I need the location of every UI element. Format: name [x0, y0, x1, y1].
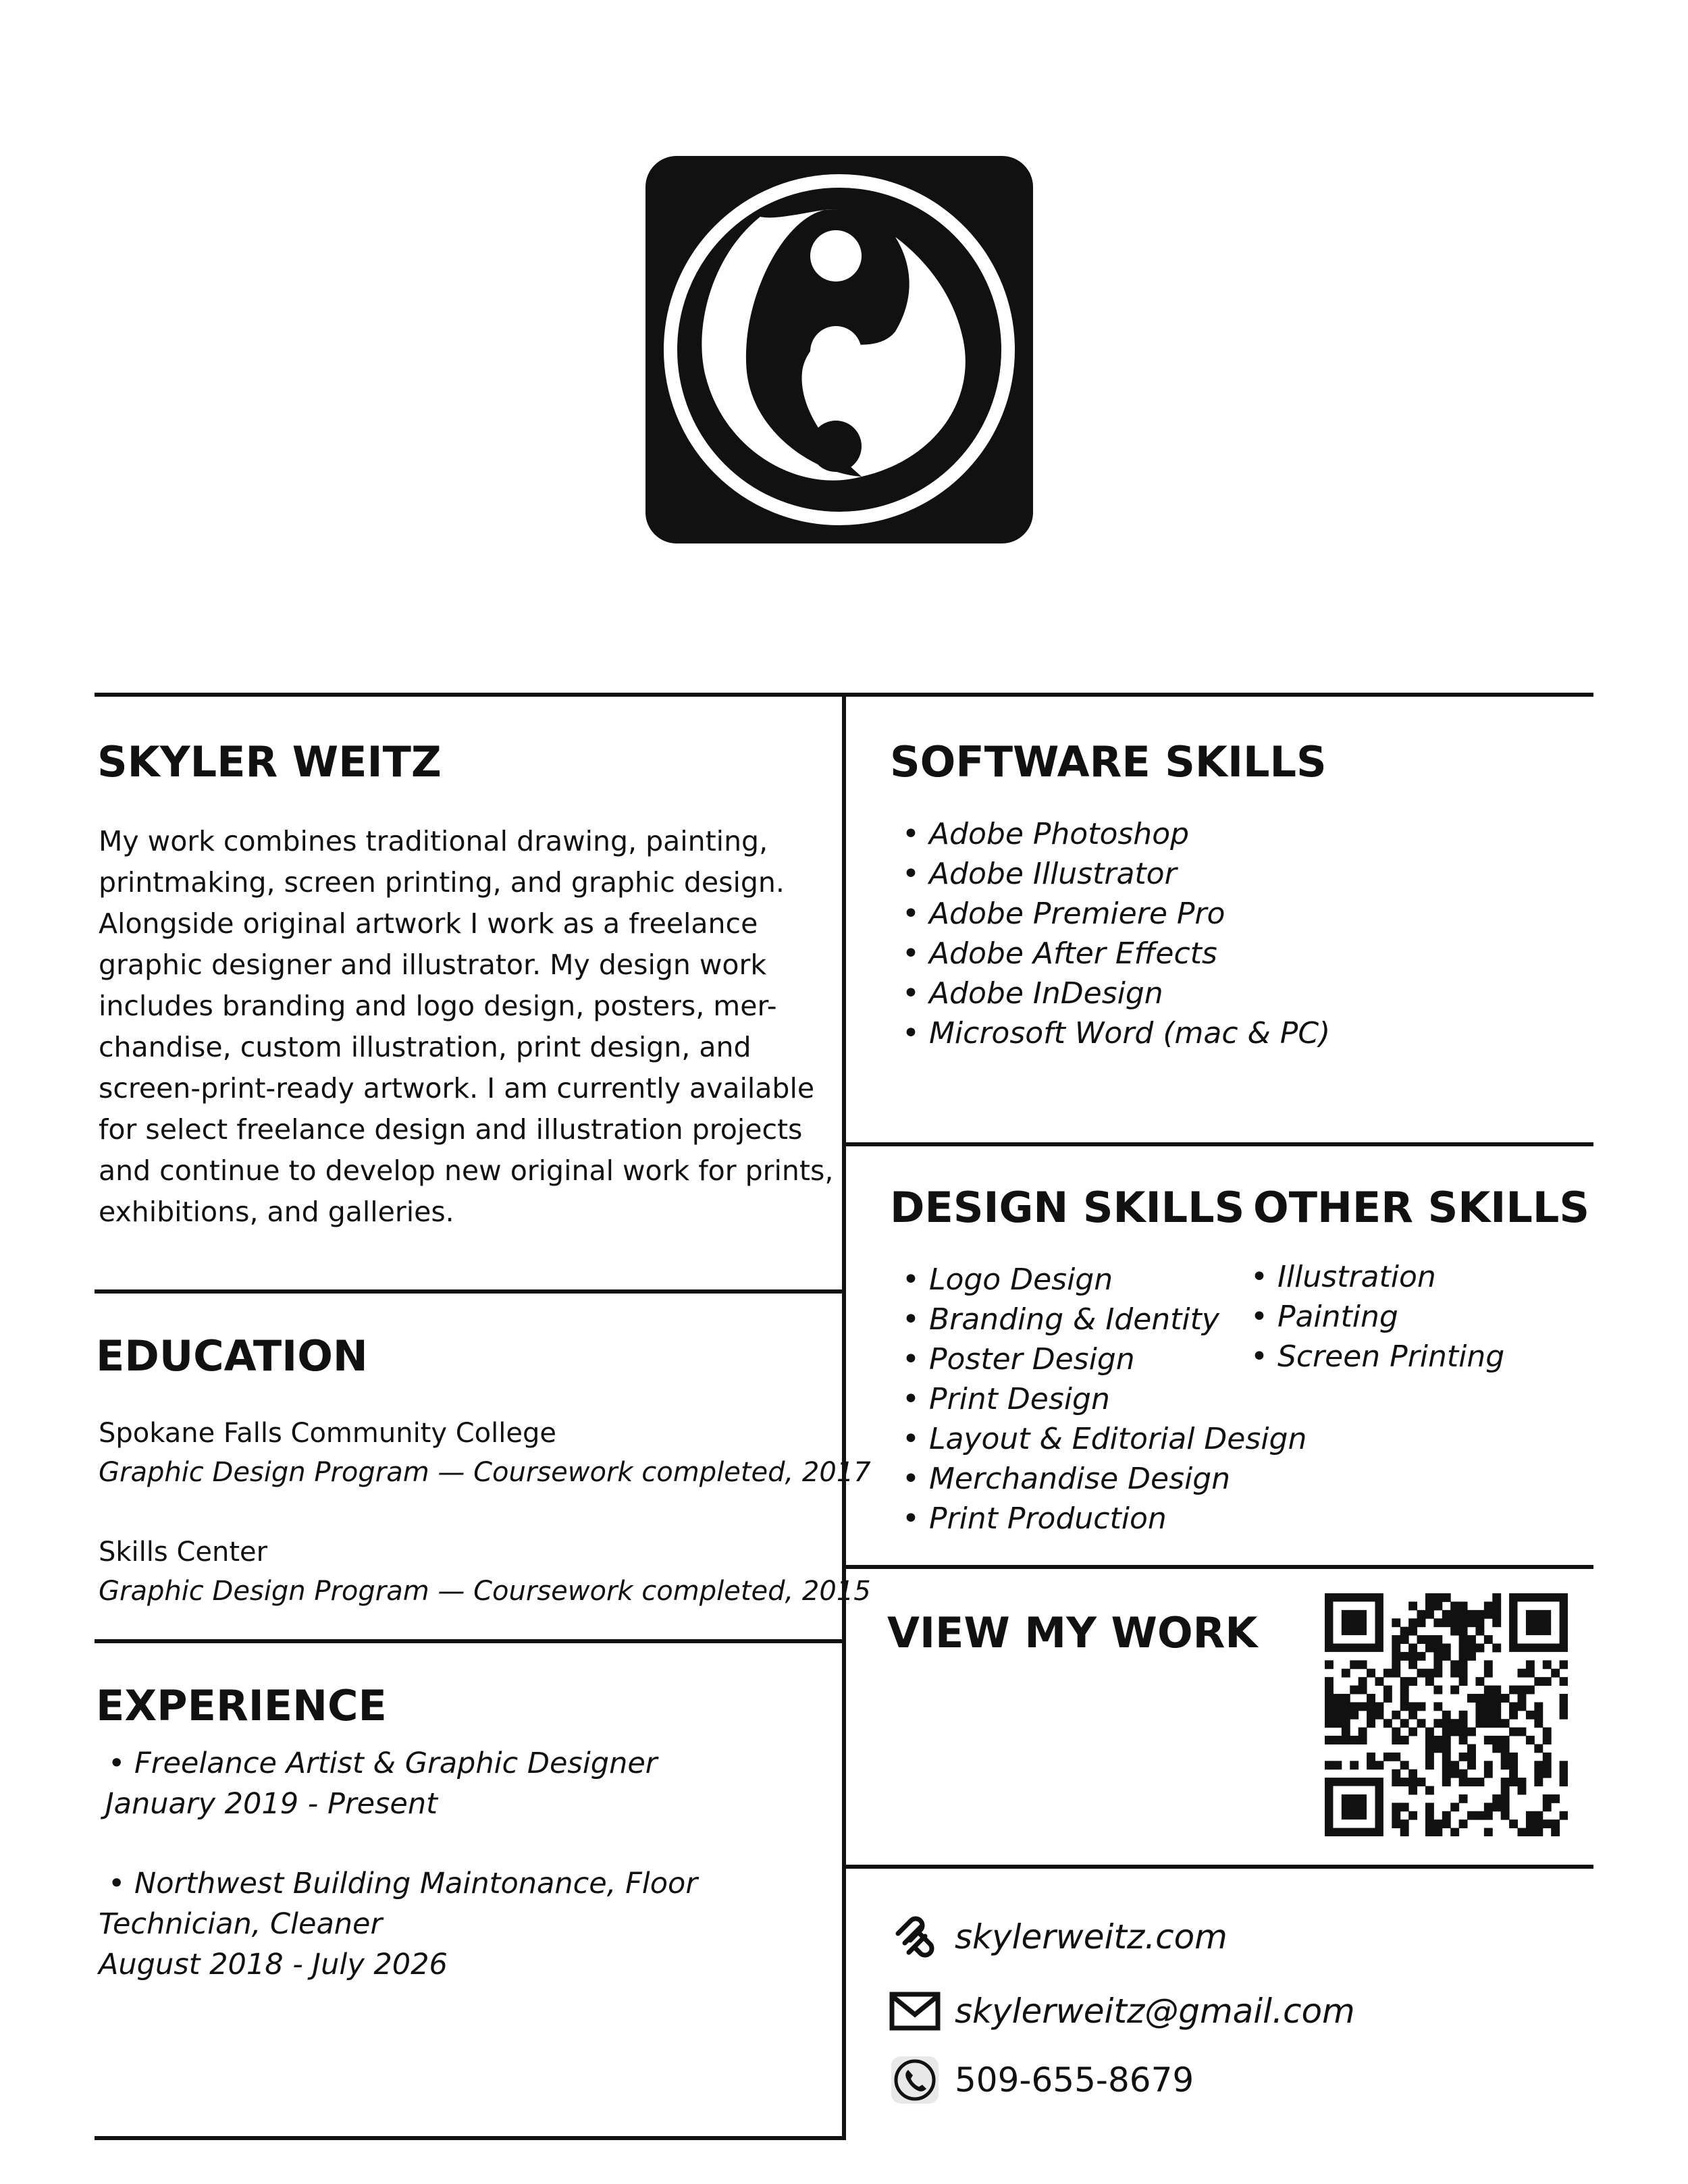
website-link[interactable]: [889, 1911, 1228, 1963]
view-work-heading: VIEW MY WORK: [887, 1608, 1258, 1657]
phone-text: 509-655-8679: [955, 2060, 1194, 2100]
list-item: • Adobe Premiere Pro: [902, 897, 1225, 931]
other-skills-heading: OTHER SKILLS: [1253, 1183, 1589, 1232]
list-item: • Logo Design: [902, 1262, 1113, 1297]
mail-icon: [889, 1985, 941, 2037]
list-item: • Adobe Illustrator: [902, 857, 1177, 891]
education-heading: EDUCATION: [96, 1331, 368, 1381]
logo-mark: [645, 156, 1033, 543]
list-item: • Microsoft Word (mac & PC): [902, 1016, 1331, 1050]
divider-left-education: [95, 1289, 842, 1294]
software-skills-list: [902, 814, 1330, 1053]
email-text: skylerweitz@gmail.com: [955, 1992, 1355, 2031]
experience-title: • Freelance Artist & Graphic Designer: [108, 1747, 658, 1780]
design-skills-heading: DESIGN SKILLS: [890, 1183, 1245, 1232]
divider-left-bottom: [95, 2136, 846, 2140]
software-skills-heading: SOFTWARE SKILLS: [890, 737, 1327, 787]
phone-link[interactable]: [889, 2054, 1194, 2106]
qr-code[interactable]: [1325, 1593, 1568, 1836]
divider-left-experience: [95, 1639, 842, 1643]
experience-title-cont: Technician, Cleaner: [99, 1907, 383, 1941]
list-item: • Layout & Editorial Design: [902, 1422, 1307, 1456]
divider-right-viewwork: [846, 1565, 1593, 1569]
design-skills-list: [902, 1260, 1307, 1539]
website-text: skylerweitz.com: [955, 1917, 1228, 1956]
list-item: • Painting: [1250, 1300, 1398, 1334]
experience-dates: January 2019 - Present: [105, 1787, 438, 1821]
education-detail: Graphic Design Program — Coursework completed, 2015: [99, 1576, 871, 1607]
list-item: • Print Design: [902, 1382, 1110, 1416]
name-heading: SKYLER WEITZ: [97, 737, 442, 787]
divider-right-design: [846, 1142, 1593, 1146]
experience-dates: August 2018 - July 2026: [99, 1948, 448, 1981]
education-detail: Graphic Design Program — Coursework completed, 2017: [99, 1457, 871, 1488]
list-item: • Branding & Identity: [902, 1302, 1219, 1337]
list-item: • Adobe InDesign: [902, 976, 1163, 1011]
list-item: • Screen Printing: [1250, 1339, 1505, 1374]
email-link[interactable]: [889, 1985, 1355, 2037]
list-item: • Adobe After Effects: [902, 936, 1217, 971]
other-skills-list: [1250, 1257, 1504, 1377]
divider-center: [842, 693, 846, 2140]
bio-text: My work combines traditional drawing, painting, printmaking, screen printing, and graphic design. Alongside original artwork I work as a freelance graphic designer and illustrator. My design work includes branding and logo design, posters, mer-chandise, custom illustration, print design, and screen-print-ready artwork. I am currently available for select freelance design and illustration projects and continue to develop new original work for prints, exhibitions, and galleries.: [99, 825, 834, 1228]
list-item: • Merchandise Design: [902, 1462, 1231, 1496]
squarespace-icon: [889, 1911, 941, 1963]
divider-right-contact: [846, 1865, 1593, 1869]
education-school: Skills Center: [99, 1537, 268, 1568]
list-item: • Poster Design: [902, 1342, 1135, 1377]
experience-title: • Northwest Building Maintonance, Floor: [108, 1867, 698, 1900]
list-item: • Print Production: [902, 1501, 1167, 1536]
education-school: Spokane Falls Community College: [99, 1418, 556, 1449]
phone-icon: [889, 2054, 941, 2106]
list-item: • Adobe Photoshop: [902, 817, 1190, 851]
experience-heading: EXPERIENCE: [96, 1681, 387, 1730]
list-item: • Illustration: [1250, 1260, 1436, 1294]
